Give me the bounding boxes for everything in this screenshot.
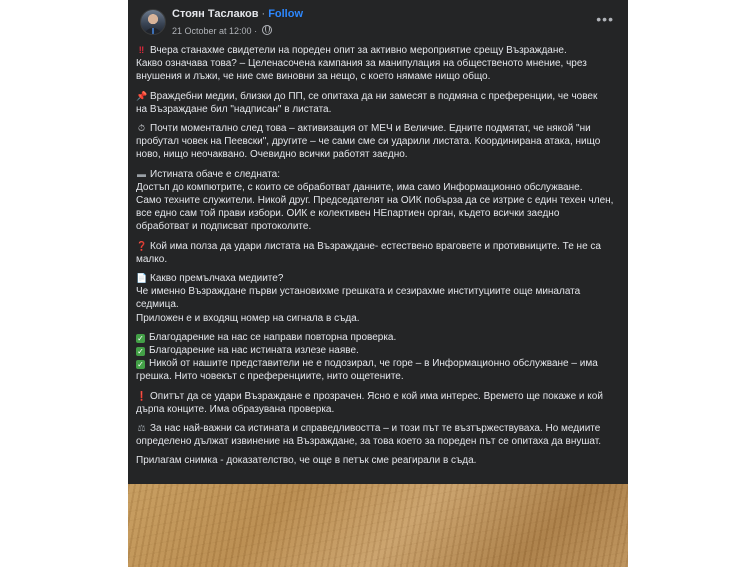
line-text: Че именно Възраждане първи установихме грешката и сезирахме институциите още миналата <box>136 286 581 298</box>
checklist <box>136 331 622 384</box>
author-line <box>172 8 303 20</box>
text-line <box>136 70 622 83</box>
line-text: все едно сам той прави избори. ОИК е колективен НЕпартиен орган, където всички заедно <box>136 208 560 220</box>
public-globe-icon <box>262 25 272 35</box>
text-line <box>136 194 622 207</box>
text-line <box>136 454 622 467</box>
post-header <box>128 0 628 44</box>
checklist-item <box>136 344 622 357</box>
line-text: дърпа конците. Има образувана проверка. <box>136 403 335 415</box>
checklist-text: Благодарение на нас истината излезе наяве. <box>149 345 359 357</box>
text-line <box>136 57 622 70</box>
line-text: Истината обаче е следната: <box>150 168 280 180</box>
exclamation-icon: ❗ <box>136 390 148 401</box>
checklist-text: Благодарение на нас се направи повторна проверка. <box>149 331 397 343</box>
text-line <box>136 148 622 161</box>
text-line <box>136 135 622 148</box>
line-text: Кой има полза да удари листата на Възраждане- естествено враговете и противниците. Те не са <box>150 240 601 252</box>
text-line <box>136 298 622 311</box>
line-text: седмица. <box>136 299 179 311</box>
checklist-text-continued: грешка. Нито човекът с преференциите, нито ощетените. <box>136 371 404 383</box>
laptop-icon: ▬ <box>137 168 146 179</box>
line-text: обработват и подписват протоколите. <box>136 221 312 233</box>
text-line <box>136 220 622 233</box>
post-meta <box>172 25 272 36</box>
paragraph <box>136 44 622 84</box>
checklist-item <box>136 357 622 370</box>
checklist-item <box>136 331 622 344</box>
balance-scale-icon: ⚖ <box>137 423 146 434</box>
text-line <box>136 253 622 266</box>
line-text: пробутал човек на Пеевски", другите – че сами сме си ударили листата. Координирана атака, нищо <box>136 136 601 148</box>
text-line <box>136 122 622 135</box>
double-exclamation-icon: ‼ <box>138 45 145 55</box>
paragraph <box>136 390 622 416</box>
line-text: Почти моментално след това – активизация от МЕЧ и Величие. Едните подмятат, че някой "ни <box>150 123 591 135</box>
text-line <box>136 181 622 194</box>
attached-photo[interactable] <box>128 484 628 567</box>
text-line <box>136 90 622 103</box>
author-name[interactable]: Стоян Таслаков <box>172 8 259 20</box>
line-text: За нас най-важни са истината и справедливостта – и този път те възтържествуваха. Но медиите <box>150 423 601 435</box>
post-text <box>136 44 622 474</box>
text-line <box>136 103 622 116</box>
text-line <box>136 168 622 181</box>
text-line <box>136 312 622 325</box>
line-text: Враждебни медии, близки до ПП, се опитаха да ни замесят в подмяна с преференции, че човек <box>150 90 598 102</box>
paragraph <box>136 168 622 234</box>
line-text: ново, нищо неочаквано. Очевидно всички работят заедно. <box>136 149 408 161</box>
paragraph <box>136 422 622 448</box>
line-text: Достъп до компютрите, с които се обработват данните, има само Информационно обслужване. <box>136 181 583 193</box>
text-line <box>136 240 622 253</box>
line-text: Опитът да се удари Възраждане е прозрачен. Ясно е кой има интерес. Времето ще покаже и кой <box>150 390 603 402</box>
paragraph <box>136 122 622 162</box>
check-mark-icon: ✓ <box>137 360 144 370</box>
pushpin-icon: 📌 <box>136 90 148 101</box>
text-line <box>136 403 622 416</box>
post-card <box>128 0 628 567</box>
document-icon: 📄 <box>136 273 148 284</box>
line-text: Какво означава това? – Целенасочена кампания за манипулация на общественото мнение, чрез <box>136 58 587 70</box>
text-line <box>136 207 622 220</box>
text-line <box>136 44 622 57</box>
text-line <box>136 285 622 298</box>
text-line <box>136 272 622 285</box>
check-mark-icon: ✓ <box>137 333 144 343</box>
line-text: Вчера станахме свидетели на пореден опит за активно мероприятие срещу Възраждане. <box>150 45 567 56</box>
line-text: Приложен е и входящ номер на сигнала в съда. <box>136 312 360 324</box>
text-line <box>136 390 622 403</box>
line-text: Само техните служители. Никой друг. Председателят на ОИК побърза да се изтрие с един техен член, <box>136 195 614 207</box>
paragraph <box>136 240 622 266</box>
stopwatch-icon: ⏱ <box>137 123 146 134</box>
post-timestamp[interactable]: 21 October at 12:00 <box>172 26 252 36</box>
line-text: Прилагам снимка - доказателство, че още в петък сме реагирали в съда. <box>136 455 477 467</box>
line-text: внушения и лъжи, че ние сме виновни за нещо, с което нямаме нищо общо. <box>136 71 491 83</box>
paragraph <box>136 454 622 467</box>
line-text: Какво премълчаха медиите? <box>150 273 284 285</box>
text-line <box>136 422 622 435</box>
line-text: определено дължат извинение на Възраждане, за това което за пореден път се опитаха да внушат. <box>136 436 601 448</box>
line-text: на Възраждане бил "надписан" в листата. <box>136 103 332 115</box>
meta-separator: · <box>254 26 258 36</box>
checklist-text: Никой от нашите представители не е подозирал, че горе – в Информационно обслужване – има <box>149 358 598 370</box>
paragraph <box>136 272 622 325</box>
check-mark-icon: ✓ <box>137 347 144 357</box>
name-separator: · <box>261 8 266 20</box>
more-options-icon[interactable]: ••• <box>596 11 614 27</box>
paragraph <box>136 90 622 116</box>
line-text: малко. <box>136 253 168 265</box>
follow-button[interactable]: Follow <box>268 8 304 20</box>
question-mark-icon: ❓ <box>136 240 148 251</box>
author-avatar[interactable] <box>140 9 166 35</box>
text-line <box>136 435 622 448</box>
